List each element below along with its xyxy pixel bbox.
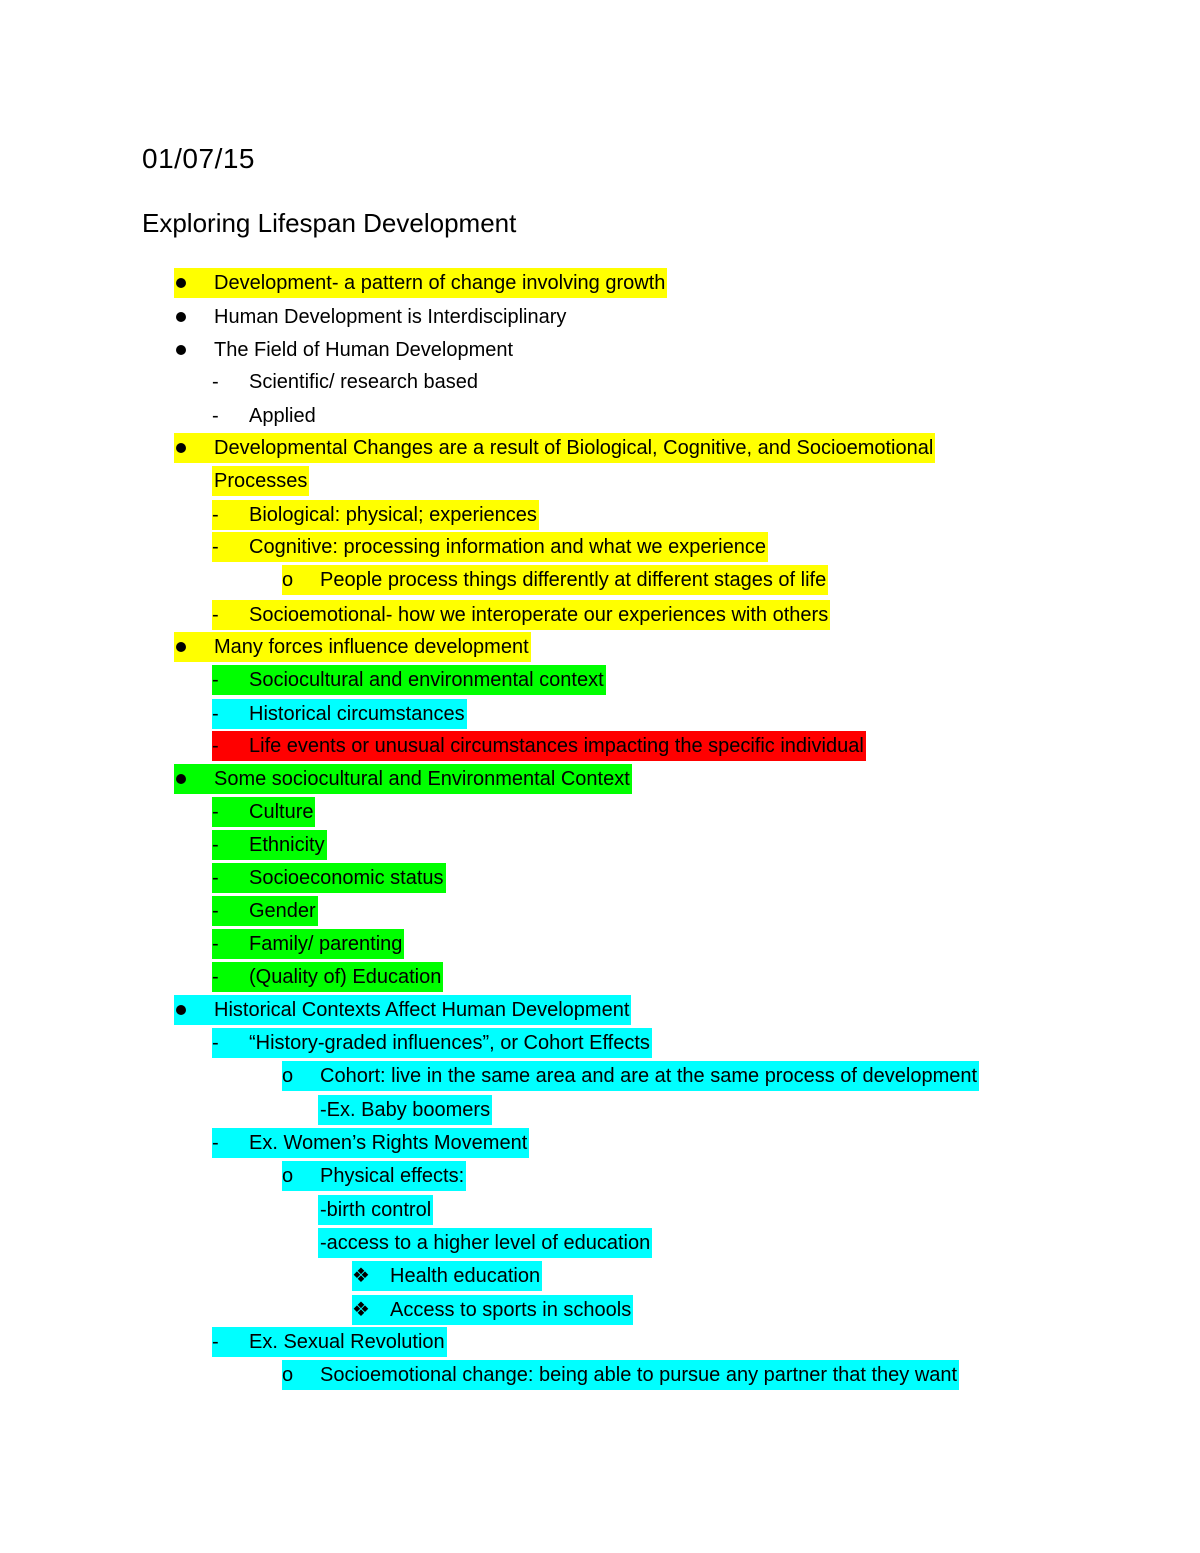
document-title: Exploring Lifespan Development xyxy=(142,208,517,238)
list-item xyxy=(0,433,1200,463)
list-item-text: Developmental Changes are a result of Biological, Cognitive, and Socioemotional xyxy=(214,437,934,459)
list-item xyxy=(0,302,1200,332)
list-item-text: The Field of Human Development xyxy=(214,339,514,361)
bullet-icon xyxy=(176,642,186,652)
list-item xyxy=(0,401,1200,431)
circle-bullet-icon: o xyxy=(282,1364,294,1386)
dash-marker-icon: - xyxy=(212,669,219,691)
list-item-text: Historical circumstances xyxy=(249,703,465,725)
list-item-text: -birth control xyxy=(320,1199,432,1221)
dash-marker-icon: - xyxy=(212,834,219,856)
list-item-text: Gender xyxy=(249,900,316,922)
list-item xyxy=(0,335,1200,365)
list-item-text: Family/ parenting xyxy=(249,933,403,955)
bullet-icon xyxy=(176,312,186,322)
list-item xyxy=(0,962,1200,992)
list-item-text: -access to a higher level of education xyxy=(320,1232,651,1254)
list-item-text: Socioeconomic status xyxy=(249,867,444,889)
dash-marker-icon: - xyxy=(212,900,219,922)
circle-bullet-icon: o xyxy=(282,569,294,591)
list-item-text: (Quality of) Education xyxy=(249,966,442,988)
dash-marker-icon: - xyxy=(212,703,219,725)
dash-marker-icon: - xyxy=(212,735,219,757)
dash-marker-icon: - xyxy=(212,536,219,558)
list-item xyxy=(0,1327,1200,1357)
list-item-text: Sociocultural and environmental context xyxy=(249,669,604,691)
list-item xyxy=(0,500,1200,530)
list-item xyxy=(0,1195,1200,1225)
list-item-text: Cohort: live in the same area and are at the same process of development xyxy=(320,1065,978,1087)
list-item-text: Some sociocultural and Environmental Context xyxy=(214,768,630,790)
diamond-bullet-icon: ❖ xyxy=(352,1265,370,1287)
list-item-text: Human Development is Interdisciplinary xyxy=(214,306,567,328)
list-item-text: Access to sports in schools xyxy=(390,1299,632,1321)
list-item xyxy=(0,995,1200,1025)
list-item-text: Many forces influence development xyxy=(214,636,529,658)
list-item-text: Scientific/ research based xyxy=(249,371,479,393)
list-item xyxy=(0,367,1200,397)
list-item-text: Ex. Women’s Rights Movement xyxy=(249,1132,528,1154)
bullet-icon xyxy=(176,443,186,453)
list-item-text: Socioemotional change: being able to pursue any partner that they want xyxy=(320,1364,958,1386)
list-item xyxy=(0,764,1200,794)
circle-bullet-icon: o xyxy=(282,1065,294,1087)
list-item-text: Biological: physical; experiences xyxy=(249,504,537,526)
list-item xyxy=(0,863,1200,893)
list-item-text: People process things differently at different stages of life xyxy=(320,569,827,591)
bullet-icon xyxy=(176,345,186,355)
list-item xyxy=(0,1161,1200,1191)
list-item-text: Physical effects: xyxy=(320,1165,465,1187)
dash-marker-icon: - xyxy=(212,867,219,889)
dash-marker-icon: - xyxy=(212,933,219,955)
bullet-icon xyxy=(176,1005,186,1015)
list-item xyxy=(0,268,1200,298)
list-item xyxy=(0,830,1200,860)
bullet-icon xyxy=(176,774,186,784)
document-date: 01/07/15 xyxy=(142,143,255,174)
list-item xyxy=(0,1061,1200,1091)
dash-marker-icon: - xyxy=(212,405,219,427)
list-item-text: Applied xyxy=(249,405,316,427)
list-item xyxy=(0,466,1200,496)
list-item-text: Ex. Sexual Revolution xyxy=(249,1331,445,1353)
list-item-text: “History-graded influences”, or Cohort Effects xyxy=(249,1032,650,1054)
bullet-icon xyxy=(176,278,186,288)
list-item-text: Socioemotional- how we interoperate our experiences with others xyxy=(249,604,829,626)
list-item xyxy=(0,797,1200,827)
list-item-text: Culture xyxy=(249,801,314,823)
dash-marker-icon: - xyxy=(212,801,219,823)
list-item xyxy=(0,532,1200,562)
dash-marker-icon: - xyxy=(212,1331,219,1353)
list-item xyxy=(0,665,1200,695)
circle-bullet-icon: o xyxy=(282,1165,294,1187)
dash-marker-icon: - xyxy=(212,504,219,526)
dash-marker-icon: - xyxy=(212,966,219,988)
list-item-text: Development- a pattern of change involving growth xyxy=(214,272,666,294)
diamond-bullet-icon: ❖ xyxy=(352,1299,370,1321)
dash-marker-icon: - xyxy=(212,1132,219,1154)
list-item xyxy=(0,731,1200,761)
dash-marker-icon: - xyxy=(212,371,219,393)
list-item xyxy=(0,1095,1200,1125)
list-item-text: Historical Contexts Affect Human Development xyxy=(214,999,630,1021)
list-item-text: Ethnicity xyxy=(249,834,325,856)
list-item xyxy=(0,600,1200,630)
dash-marker-icon: - xyxy=(212,1032,219,1054)
list-item xyxy=(0,1261,1200,1291)
list-item-text: Life events or unusual circumstances impacting the specific individual xyxy=(249,735,864,757)
list-item-text: Health education xyxy=(390,1265,541,1287)
list-item-text: Processes xyxy=(214,470,308,492)
list-item xyxy=(0,1228,1200,1258)
list-item xyxy=(0,699,1200,729)
list-item xyxy=(0,1295,1200,1325)
dash-marker-icon: - xyxy=(212,604,219,626)
list-item xyxy=(0,1128,1200,1158)
list-item xyxy=(0,1360,1200,1390)
list-item-text: -Ex. Baby boomers xyxy=(320,1099,491,1121)
list-item xyxy=(0,929,1200,959)
list-item xyxy=(0,1028,1200,1058)
list-item-text: Cognitive: processing information and what we experience xyxy=(249,536,766,558)
list-item xyxy=(0,565,1200,595)
list-item xyxy=(0,632,1200,662)
list-item xyxy=(0,896,1200,926)
